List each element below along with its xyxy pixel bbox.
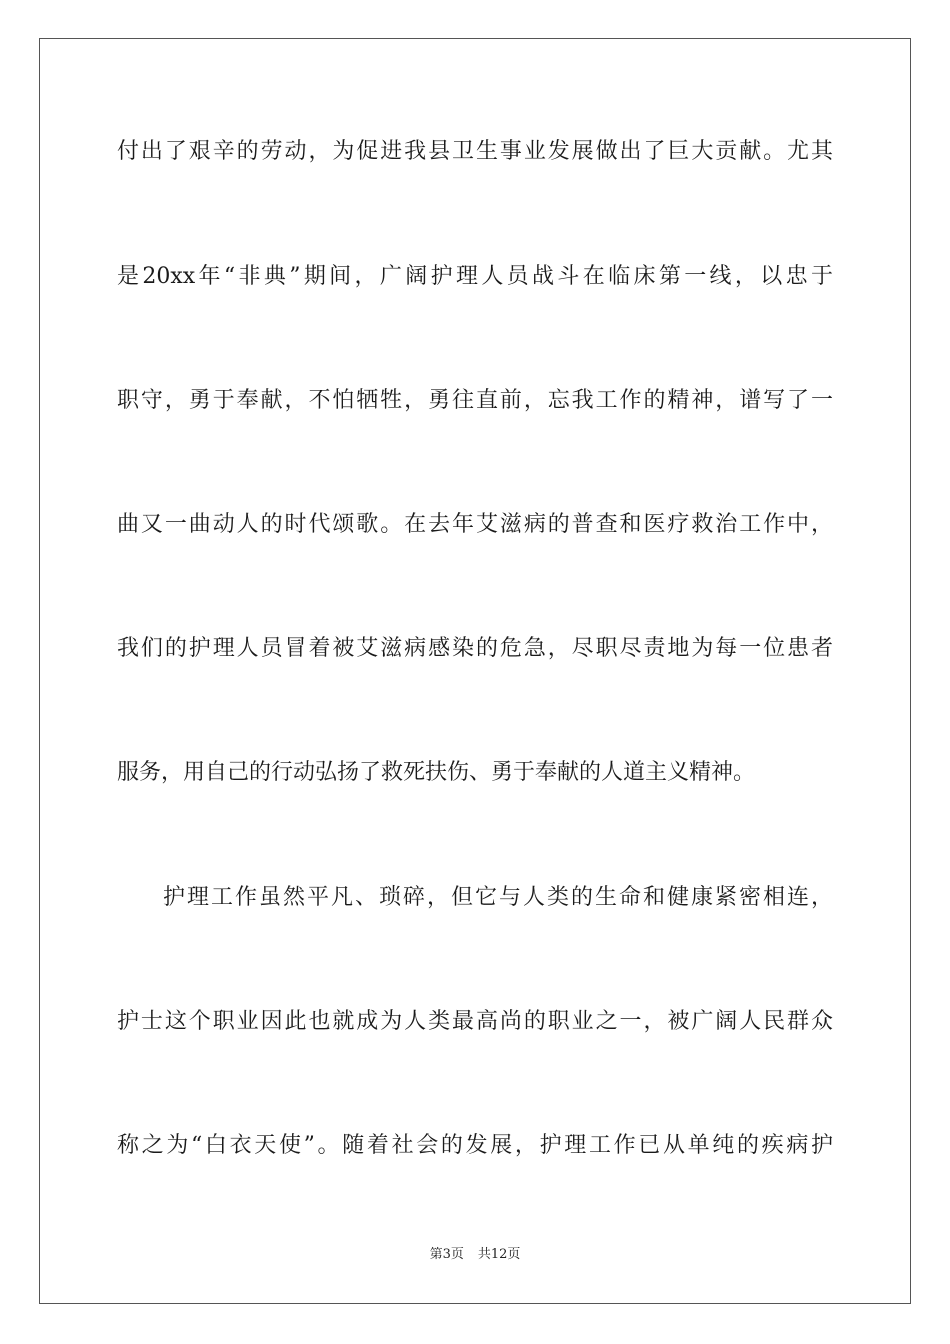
body-line-4: 曲又一曲动人的时代颂歌。在去年艾滋病的普查和医疗救治工作中， <box>117 512 833 537</box>
body-line-8: 护士这个职业因此也就成为人类最高尚的职业之一，被广阔人民群众 <box>117 1009 833 1034</box>
body-line-7: 护理工作虽然平凡、琐碎，但它与人类的生命和健康紧密相连， <box>163 885 833 910</box>
body-line-9: 称之为“白衣天使”。随着社会的发展，护理工作已从单纯的疾病护 <box>117 1133 833 1158</box>
page-total: 共12页 <box>477 1247 521 1262</box>
page-frame <box>39 38 911 1304</box>
page-footer <box>0 1246 950 1264</box>
page-number: 第3页 <box>429 1247 464 1262</box>
body-line-2: 是20xx年“非典”期间，广阔护理人员战斗在临床第一线，以忠于 <box>117 264 833 289</box>
body-line-1: 付出了艰辛的劳动，为促进我县卫生事业发展做出了巨大贡献。尤其 <box>117 139 833 164</box>
body-line-3: 职守，勇于奉献，不怕牺牲，勇往直前，忘我工作的精神，谱写了一 <box>117 388 833 413</box>
body-line-5: 我们的护理人员冒着被艾滋病感染的危急，尽职尽责地为每一位患者 <box>117 636 833 661</box>
body-line-6: 服务，用自己的行动弘扬了救死扶伤、勇于奉献的人道主义精神。 <box>117 760 756 785</box>
